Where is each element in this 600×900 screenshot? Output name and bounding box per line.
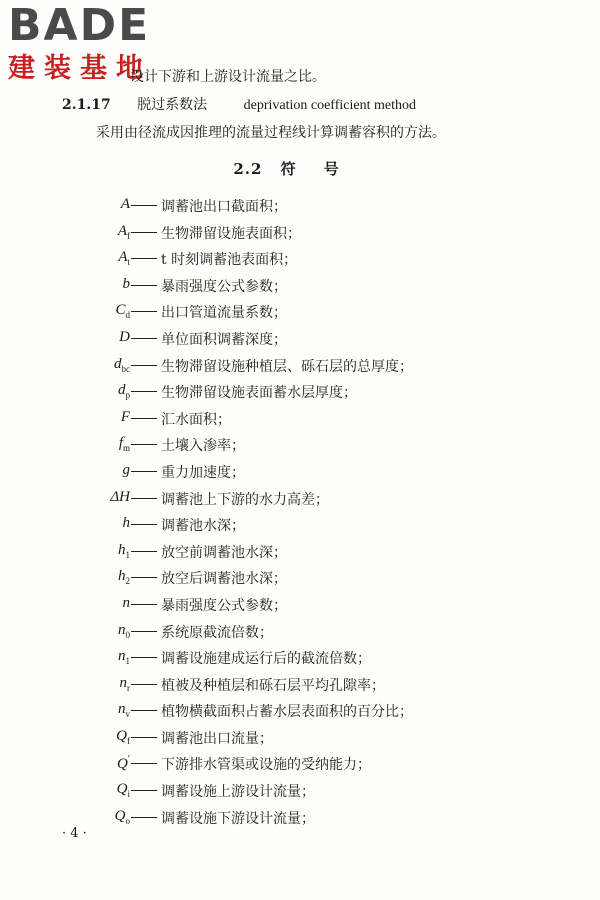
symbol-definition: 系统原截流倍数；: [161, 624, 273, 641]
symbol-letter: ΔH: [110, 488, 130, 505]
symbol-subscript: p: [125, 390, 130, 401]
em-dash: [131, 205, 157, 206]
symbol-subscript: v: [125, 709, 130, 720]
symbol-letter: A: [118, 249, 128, 266]
em-dash: [131, 524, 157, 525]
symbol-subscript: r: [127, 682, 130, 693]
em-dash: [131, 790, 157, 791]
symbol-row: [0, 249, 600, 276]
symbol-definition: t 时刻调蓄池表面积；: [161, 252, 298, 269]
symbol-letter: h: [118, 568, 126, 585]
em-dash: [131, 365, 157, 366]
symbol-letter: g: [122, 461, 130, 478]
symbol-letter: n: [119, 674, 127, 691]
symbol: [118, 648, 130, 666]
symbol: [115, 302, 130, 320]
em-dash: [131, 604, 157, 605]
em-dash: [131, 444, 157, 445]
symbol-row: [0, 356, 600, 383]
symbol-row: [0, 728, 600, 755]
symbol-definition: 调蓄池上下游的水力高差；: [161, 491, 329, 508]
symbol-row: [0, 675, 600, 702]
symbol-letter: n: [118, 648, 126, 665]
em-dash: [131, 710, 157, 711]
symbol: [118, 382, 130, 400]
symbol-superscript: ′: [127, 754, 130, 766]
symbol-definition: 生物滞留设施表面蓄水层厚度；: [161, 385, 357, 402]
em-dash: [131, 684, 157, 685]
symbol-letter: b: [122, 275, 130, 292]
symbol-subscript: bc: [121, 363, 130, 374]
symbol-letter: C: [115, 302, 126, 319]
symbol-subscript: 2: [125, 576, 130, 587]
symbol-letter: n: [118, 621, 126, 638]
symbol-definition: 调蓄设施下游设计流量；: [161, 810, 315, 827]
em-dash: [131, 551, 157, 552]
symbol: [120, 675, 131, 693]
symbol-row: [0, 196, 600, 223]
logo-chinese-text: 建装基地: [8, 53, 152, 84]
symbol: [118, 622, 130, 640]
symbol-subscript: t: [127, 257, 130, 268]
symbol: [118, 701, 130, 719]
symbol-letter: f: [118, 435, 123, 452]
symbol-subscript: 1: [125, 549, 130, 560]
clause-number: 2.1.17: [62, 97, 111, 113]
symbol-row: [0, 515, 600, 542]
symbol: [116, 728, 130, 746]
symbol-row: [0, 781, 600, 808]
em-dash: [131, 763, 157, 764]
symbol-row: [0, 302, 600, 329]
symbol: [121, 196, 130, 213]
symbol-definition: 重力加速度；: [161, 464, 245, 481]
logo-wordmark: BADE: [8, 0, 151, 51]
symbol-letter: Q: [116, 727, 127, 744]
em-dash: [131, 498, 157, 499]
clause-heading: [62, 94, 416, 114]
em-dash: [131, 631, 157, 632]
symbol-letter: F: [120, 408, 130, 425]
symbol-definition: 调蓄池出口流量；: [161, 730, 273, 747]
em-dash: [131, 817, 157, 818]
symbol: [121, 409, 130, 426]
symbol-letter: A: [117, 222, 127, 239]
symbol-subscript: 0: [125, 629, 130, 640]
symbol-definition: 调蓄设施建成运行后的截流倍数；: [161, 651, 371, 668]
symbol: [119, 329, 130, 346]
symbol-definition: 植被及种植层和砾石层平均孔隙率；: [161, 677, 385, 694]
symbol: [118, 542, 130, 560]
symbol-letter: D: [119, 328, 130, 345]
symbol-row: [0, 595, 600, 622]
symbol-subscript: f: [127, 735, 130, 746]
symbol-definition: 植物横截面积占蓄水层表面积的百分比；: [161, 704, 413, 721]
em-dash: [131, 418, 157, 419]
symbol-subscript: d: [125, 310, 130, 321]
symbol-letter: n: [118, 701, 126, 718]
symbol-definition: 下游排水管渠或设施的受纳能力；: [161, 757, 371, 774]
symbol-row: [0, 808, 600, 835]
symbol-definition: 土壤入渗率；: [161, 438, 245, 455]
em-dash: [131, 657, 157, 658]
symbol-definition: 生物滞留设施种植层、砾石层的总厚度；: [161, 358, 413, 375]
symbol-letter: d: [114, 355, 122, 372]
symbol-definition: 调蓄池水深；: [161, 518, 245, 535]
symbol-subscript: o: [125, 815, 130, 826]
symbol-definition: 放空前调蓄池水深；: [161, 544, 287, 561]
section-title: 符号: [280, 160, 367, 178]
symbol: [115, 808, 130, 826]
symbol-definition: 生物滞留设施表面积；: [161, 225, 301, 242]
symbol-row: [0, 223, 600, 250]
symbol-row: [0, 435, 600, 462]
clause-title-cn: 脱过系数法: [137, 97, 208, 113]
continued-definition-line: 设计下游和上游设计流量之比。: [130, 69, 326, 85]
symbol: [123, 595, 131, 612]
symbol-row: [0, 329, 600, 356]
symbol-list: [0, 196, 600, 834]
symbol-row: [0, 568, 600, 595]
symbol-definition: 暴雨强度公式参数；: [161, 278, 287, 295]
section-heading: [0, 158, 600, 179]
symbol: [117, 781, 130, 799]
symbol-definition: 单位面积调蓄深度；: [161, 331, 287, 348]
symbol: [114, 356, 130, 374]
symbol-row: [0, 382, 600, 409]
section-number: 2.2: [233, 160, 263, 178]
symbol-letter: Q: [116, 781, 128, 798]
em-dash: [131, 311, 157, 312]
em-dash: [131, 232, 157, 233]
page-number: · 4 ·: [62, 826, 87, 841]
symbol-definition: 暴雨强度公式参数；: [161, 597, 287, 614]
em-dash: [131, 258, 157, 259]
symbol-letter: d: [118, 382, 126, 399]
symbol-subscript: f: [127, 230, 130, 241]
symbol-subscript: i: [127, 789, 130, 800]
symbol: [119, 435, 130, 453]
symbol-row: [0, 701, 600, 728]
symbol-letter: h: [118, 541, 126, 558]
symbol: [123, 462, 131, 479]
em-dash: [131, 285, 157, 286]
symbol: [123, 276, 131, 293]
symbol-definition: 放空后调蓄池水深；: [161, 571, 287, 588]
symbol-definition: 调蓄池出口截面积；: [161, 199, 287, 215]
symbol-row: [0, 462, 600, 489]
em-dash: [131, 577, 157, 578]
symbol-letter: Q: [114, 807, 126, 824]
clause-title-en: deprivation coefficient method: [243, 98, 416, 113]
symbol-definition: 汇水面积；: [161, 411, 231, 428]
em-dash: [131, 391, 157, 392]
clause-description: 采用由径流成因推理的流量过程线计算调蓄容积的方法。: [96, 125, 446, 141]
symbol-letter: h: [122, 515, 130, 532]
symbol-definition: 出口管道流量系数；: [161, 305, 287, 322]
symbol-row: [0, 542, 600, 569]
symbol-row: [0, 489, 600, 516]
symbol-row: [0, 754, 600, 781]
em-dash: [131, 471, 157, 472]
symbol-letter: A: [120, 196, 130, 212]
symbol-subscript: 1: [125, 656, 130, 667]
symbol-row: [0, 276, 600, 303]
symbol: [117, 754, 130, 773]
symbol-row: [0, 622, 600, 649]
symbol-letter: Q: [116, 756, 128, 773]
symbol: [118, 568, 130, 586]
symbol: [123, 515, 131, 532]
symbol-row: [0, 648, 600, 675]
symbol: [110, 489, 130, 506]
symbol-definition: 调蓄设施上游设计流量；: [161, 784, 315, 801]
symbol: [118, 223, 130, 241]
em-dash: [131, 338, 157, 339]
symbol-letter: n: [122, 594, 130, 611]
symbol-subscript: m: [122, 443, 130, 454]
symbol: [118, 249, 130, 267]
symbol-row: [0, 409, 600, 436]
em-dash: [131, 737, 157, 738]
